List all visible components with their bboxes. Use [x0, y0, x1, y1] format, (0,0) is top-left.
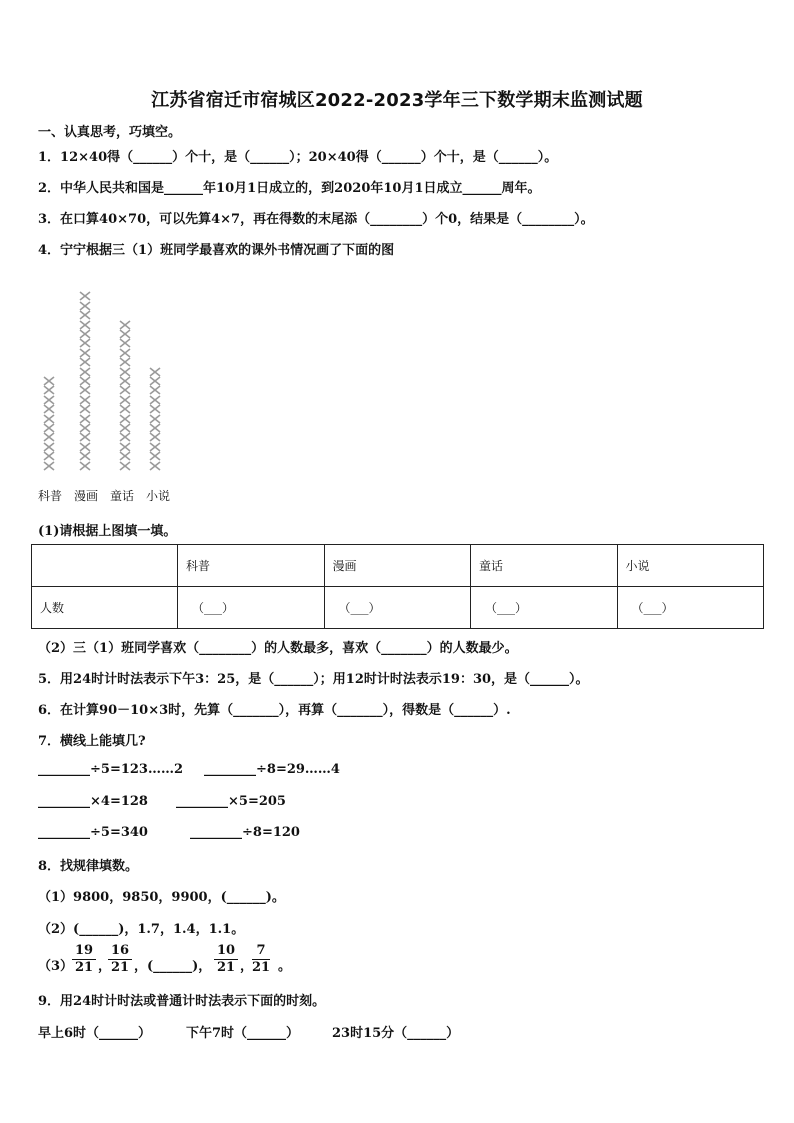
- x-mark-icon: [149, 385, 161, 395]
- x-mark-icon: [43, 451, 55, 461]
- category-label: 小说: [146, 489, 171, 503]
- x-mark-icon: [119, 376, 131, 386]
- category-label: 科普: [38, 489, 63, 503]
- x-mark-icon: [149, 451, 161, 461]
- x-mark-icon: [119, 451, 131, 461]
- x-mark-icon: [149, 461, 161, 471]
- x-mark-icon: [79, 357, 91, 367]
- answer-blank[interactable]: （___）: [617, 587, 764, 629]
- category-label: 漫画: [74, 489, 99, 503]
- equation-line: ________÷5=340: [38, 825, 148, 840]
- x-mark-icon: [119, 395, 131, 405]
- separator: ，: [240, 959, 254, 974]
- numerator: 10: [214, 943, 238, 960]
- x-mark-icon: [149, 432, 161, 442]
- x-mark-icon: [79, 432, 91, 442]
- fraction: [108, 943, 132, 976]
- table-cell: [32, 545, 178, 587]
- fraction: [252, 943, 270, 976]
- numerator: 7: [252, 943, 270, 960]
- question-8-part-1: （1）9800，9850，9900，(______)。: [38, 890, 285, 905]
- x-mark-icon: [119, 414, 131, 424]
- period: 。: [278, 959, 292, 974]
- question-4-part-2: （2）三（1）班同学喜欢（________）的人数最多，喜欢（_______）的人数最少。: [38, 641, 518, 656]
- x-mark-icon: [43, 385, 55, 395]
- x-mark-icon: [149, 395, 161, 405]
- x-mark-icon: [119, 423, 131, 433]
- x-mark-icon: [119, 432, 131, 442]
- table-row: [32, 545, 764, 587]
- question-6: 6．在计算90－10×3时，先算（_______），再算（_______），得数是（______）.: [38, 703, 511, 718]
- equation-line: ________×4=128: [38, 794, 148, 809]
- x-mark-icon: [79, 320, 91, 330]
- x-mark-icon: [79, 414, 91, 424]
- question-8: 8．找规律填数。: [38, 859, 139, 874]
- x-mark-icon: [79, 404, 91, 414]
- x-mark-icon: [119, 348, 131, 358]
- table-header-cell: 童话: [471, 545, 618, 587]
- x-mark-icon: [43, 432, 55, 442]
- x-mark-icon: [149, 376, 161, 386]
- equation-line: ________÷5=123……2: [38, 762, 184, 777]
- x-mark-icon: [149, 367, 161, 377]
- table-header-cell: 漫画: [324, 545, 471, 587]
- page-title: 江苏省宿迁市宿城区2022-2023学年三下数学期末监测试题: [151, 90, 643, 111]
- x-mark-icon: [43, 461, 55, 471]
- denominator: 21: [111, 960, 130, 975]
- fraction: [72, 943, 96, 976]
- x-mark-icon: [43, 423, 55, 433]
- x-mark-icon: [43, 414, 55, 424]
- separator: ，: [98, 959, 112, 974]
- question-5: 5．用24时计时法表示下午3：25，是（______）；用12时计时法表示19：30，是（______）。: [38, 672, 589, 687]
- time-blank: 早上6时（______）: [38, 1026, 152, 1041]
- x-mark-icon: [79, 395, 91, 405]
- question-3: 3．在口算40×70，可以先算4×7，再在得数的末尾添（________）个0，结果是（________）。: [38, 212, 594, 227]
- x-mark-icon: [119, 338, 131, 348]
- x-mark-icon: [119, 385, 131, 395]
- numerator: 16: [108, 943, 132, 960]
- question-4: 4．宁宁根据三（1）班同学最喜欢的课外书情况画了下面的图: [38, 243, 395, 258]
- section-heading: 一、认真思考，巧填空。: [38, 125, 182, 140]
- denominator: 21: [217, 960, 236, 975]
- question-2: 2．中华人民共和国是______年10月1日成立的，到2020年10月1日成立______周年。: [38, 181, 541, 196]
- x-mark-icon: [79, 291, 91, 301]
- x-mark-icon: [149, 423, 161, 433]
- table-header-cell: 科普: [178, 545, 325, 587]
- x-mark-icon: [79, 338, 91, 348]
- x-mark-icon: [119, 357, 131, 367]
- denominator: 21: [75, 960, 94, 975]
- x-mark-icon: [79, 310, 91, 320]
- answer-blank[interactable]: （___）: [471, 587, 618, 629]
- x-mark-icon: [79, 367, 91, 377]
- question-1: 1．12×40得（______）个十，是（______）；20×40得（______）个十，是（______）。: [38, 150, 558, 165]
- category-label: 童话: [110, 489, 135, 503]
- equation-line: ________÷8=29……4: [204, 762, 340, 777]
- time-blank: 23时15分（______）: [332, 1026, 460, 1041]
- question-8-part-3-prefix: （3）: [38, 959, 74, 974]
- answer-blank[interactable]: （___）: [324, 587, 471, 629]
- question-4-part-1: (1)请根据上图填一填。: [38, 524, 177, 539]
- equation-line: ________÷8=120: [190, 825, 300, 840]
- answer-blank[interactable]: ，(______)，: [134, 959, 212, 974]
- x-mark-icon: [119, 320, 131, 330]
- x-mark-icon: [43, 404, 55, 414]
- x-mark-icon: [119, 329, 131, 339]
- x-mark-icon: [119, 461, 131, 471]
- x-mark-icon: [43, 395, 55, 405]
- table-header-cell: 小说: [617, 545, 764, 587]
- x-mark-icon: [79, 329, 91, 339]
- x-mark-icon: [79, 376, 91, 386]
- x-mark-icon: [119, 367, 131, 377]
- x-mark-icon: [43, 442, 55, 452]
- table-row: [32, 587, 764, 629]
- x-mark-icon: [119, 404, 131, 414]
- table-row-label: 人数: [32, 587, 178, 629]
- fraction: [214, 943, 238, 976]
- x-mark-icon: [79, 348, 91, 358]
- denominator: 21: [252, 960, 271, 975]
- x-mark-icon: [119, 442, 131, 452]
- data-table: [31, 544, 764, 629]
- question-8-part-2: （2）(______)，1.7，1.4，1.1。: [38, 922, 245, 937]
- question-7: 7．横线上能填几?: [38, 734, 146, 749]
- question-9: 9．用24时计时法或普通计时法表示下面的时刻。: [38, 994, 326, 1009]
- x-mark-icon: [149, 442, 161, 452]
- x-mark-icon: [79, 385, 91, 395]
- answer-blank[interactable]: （___）: [178, 587, 325, 629]
- x-mark-icon: [79, 423, 91, 433]
- numerator: 19: [72, 943, 96, 960]
- x-mark-icon: [79, 301, 91, 311]
- x-mark-icon: [79, 461, 91, 471]
- x-mark-icon: [79, 442, 91, 452]
- x-mark-icon: [79, 451, 91, 461]
- x-mark-icon: [149, 404, 161, 414]
- x-mark-icon: [43, 376, 55, 386]
- x-mark-icon: [149, 414, 161, 424]
- equation-line: ________×5=205: [176, 794, 286, 809]
- time-blank: 下午7时（______）: [186, 1026, 300, 1041]
